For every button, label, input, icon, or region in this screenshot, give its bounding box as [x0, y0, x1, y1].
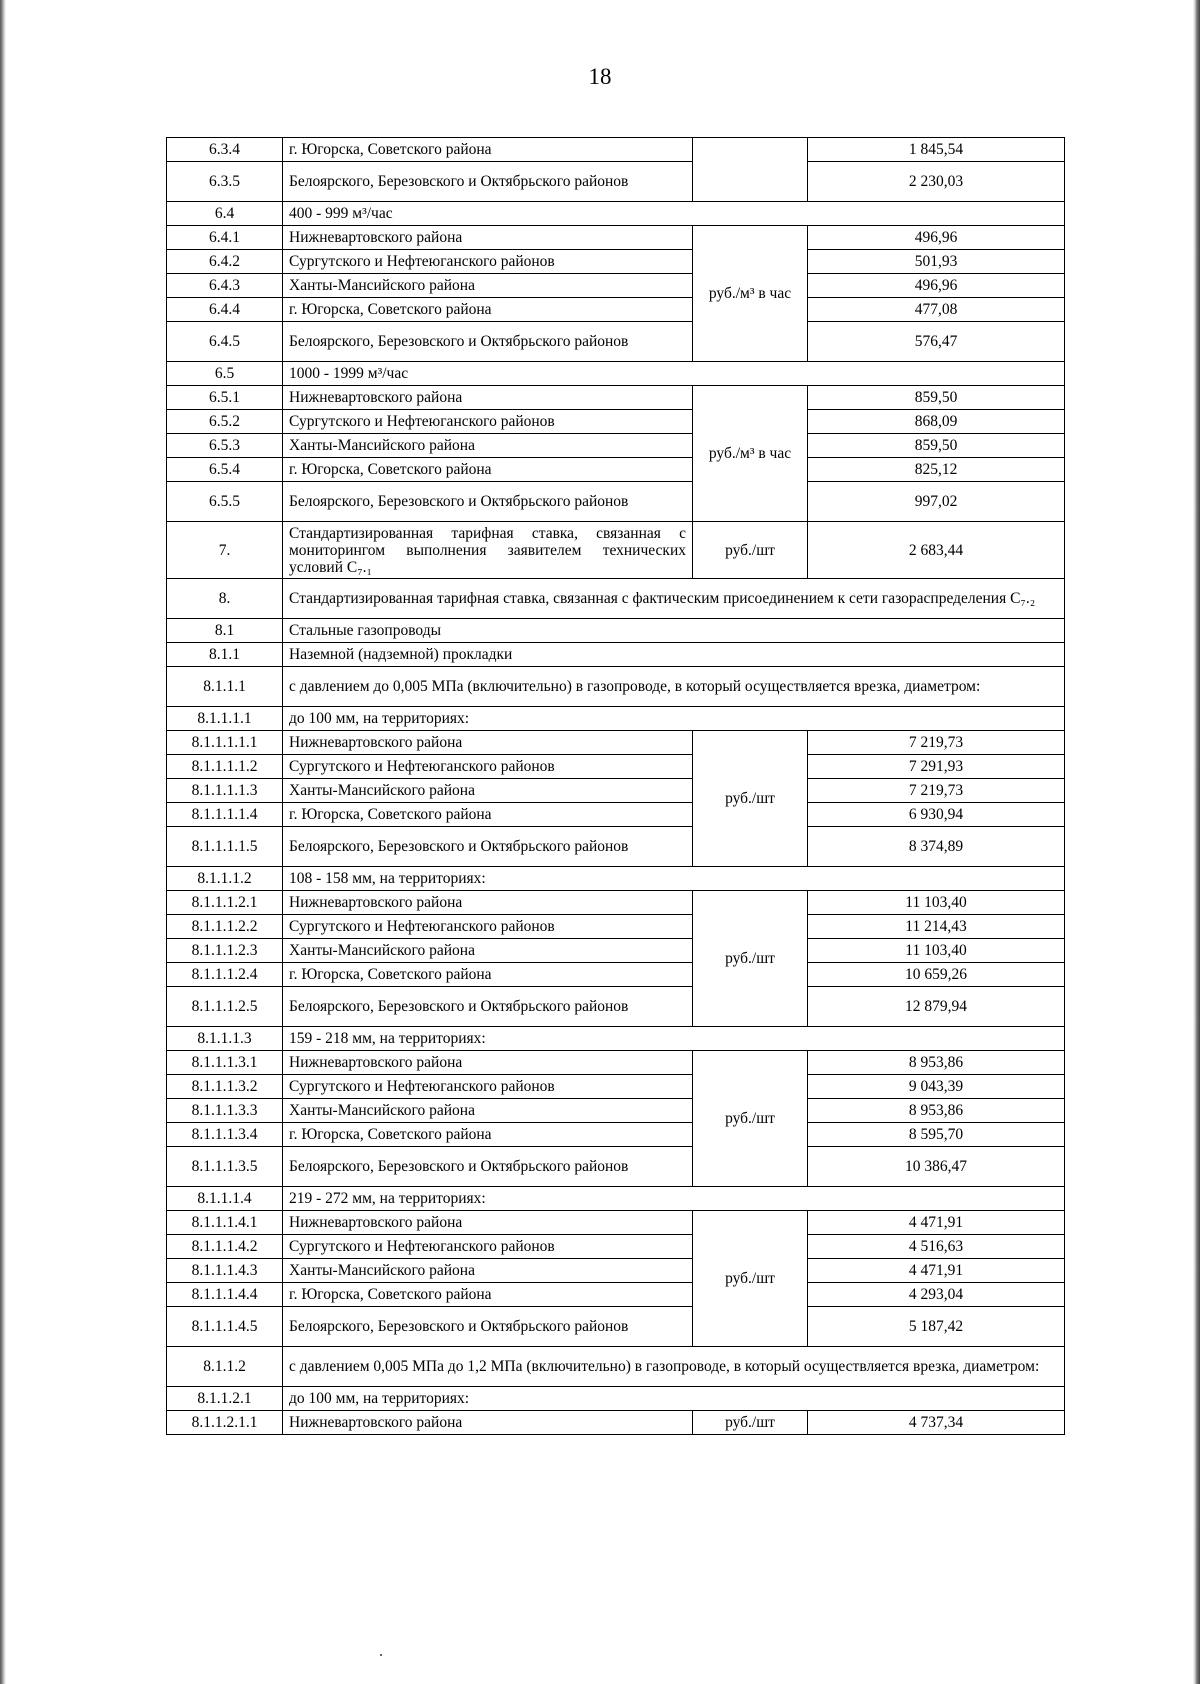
row-value: 10 386,47	[808, 1147, 1065, 1187]
scan-edge-left	[0, 0, 6, 1684]
table-row	[167, 867, 1065, 891]
row-code: 6.4.1	[167, 226, 283, 250]
row-name: г. Югорска, Советского района	[283, 298, 693, 322]
row-value: 7 291,93	[808, 755, 1065, 779]
row-code: 8.1.1.2	[167, 1347, 283, 1387]
table-row	[167, 803, 1065, 827]
row-code: 6.4.5	[167, 322, 283, 362]
row-name: 108 - 158 мм, на территориях:	[283, 867, 1065, 891]
row-name: Нижневартовского района	[283, 1051, 693, 1075]
row-value: 4 471,91	[808, 1211, 1065, 1235]
row-value: 868,09	[808, 410, 1065, 434]
row-name: Нижневартовского района	[283, 891, 693, 915]
unit-cell: руб./м³ в час	[693, 386, 808, 522]
row-code: 8.1.1.1.2	[167, 867, 283, 891]
row-code: 8.1.1.1.3.5	[167, 1147, 283, 1187]
table-row	[167, 1235, 1065, 1259]
row-code: 8.1.1	[167, 643, 283, 667]
row-value: 859,50	[808, 434, 1065, 458]
row-code: 8.1	[167, 619, 283, 643]
row-code: 8.1.1.1.3.3	[167, 1099, 283, 1123]
row-name: Белоярского, Березовского и Октябрьского районов	[283, 987, 693, 1027]
row-code: 8.1.1.1.3.4	[167, 1123, 283, 1147]
row-code: 6.5.4	[167, 458, 283, 482]
table-row	[167, 1411, 1065, 1435]
row-name: до 100 мм, на территориях:	[283, 1387, 1065, 1411]
row-name: Стандартизированная тарифная ставка, связанная с фактическим присоединением к сети газораспределения С₇.₂	[283, 579, 1065, 619]
table-row	[167, 434, 1065, 458]
table-row	[167, 667, 1065, 707]
unit-cell: руб./шт	[693, 522, 808, 579]
table-row	[167, 707, 1065, 731]
row-name: Сургутского и Нефтеюганского районов	[283, 1075, 693, 1099]
table-row	[167, 731, 1065, 755]
row-code: 8.1.1.1.3.1	[167, 1051, 283, 1075]
row-value: 8 953,86	[808, 1099, 1065, 1123]
row-code: 6.5.1	[167, 386, 283, 410]
row-name: Сургутского и Нефтеюганского районов	[283, 755, 693, 779]
row-value: 11 103,40	[808, 939, 1065, 963]
row-name: Стандартизированная тарифная ставка, связанная с мониторингом выполнения заявителем технических условий С₇.₁	[283, 522, 693, 579]
table-row	[167, 482, 1065, 522]
row-name: 1000 - 1999 м³/час	[283, 362, 1065, 386]
table-row	[167, 138, 1065, 162]
row-code: 8.1.1.1.1.3	[167, 779, 283, 803]
unit-cell: руб./шт	[693, 1411, 808, 1435]
row-code: 8.1.1.1.4.5	[167, 1307, 283, 1347]
row-name: Белоярского, Березовского и Октябрьского районов	[283, 322, 693, 362]
row-value: 10 659,26	[808, 963, 1065, 987]
row-value: 501,93	[808, 250, 1065, 274]
row-name: Сургутского и Нефтеюганского районов	[283, 250, 693, 274]
row-name: Нижневартовского района	[283, 1411, 693, 1435]
row-name: г. Югорска, Советского района	[283, 1283, 693, 1307]
table-row	[167, 1387, 1065, 1411]
row-code: 8.1.1.1.1.1	[167, 731, 283, 755]
table-row	[167, 1123, 1065, 1147]
row-code: 6.4	[167, 202, 283, 226]
row-name: Ханты-Мансийского района	[283, 274, 693, 298]
scan-edge-right	[1193, 0, 1200, 1684]
table-row	[167, 1099, 1065, 1123]
row-value: 4 293,04	[808, 1283, 1065, 1307]
table-row	[167, 322, 1065, 362]
row-code: 8.1.1.1.1.4	[167, 803, 283, 827]
row-name: Ханты-Мансийского района	[283, 434, 693, 458]
table-row	[167, 939, 1065, 963]
row-value: 496,96	[808, 226, 1065, 250]
row-name: Стальные газопроводы	[283, 619, 1065, 643]
row-name: Нижневартовского района	[283, 1211, 693, 1235]
row-name: Сургутского и Нефтеюганского районов	[283, 410, 693, 434]
row-name: Белоярского, Березовского и Октябрьского районов	[283, 162, 693, 202]
scan-speck	[380, 1654, 382, 1656]
row-code: 7.	[167, 522, 283, 579]
row-name: Ханты-Мансийского района	[283, 1099, 693, 1123]
row-code: 8.1.1.1.2.5	[167, 987, 283, 1027]
table-row	[167, 1347, 1065, 1387]
row-value: 4 737,34	[808, 1411, 1065, 1435]
row-name: с давлением 0,005 МПа до 1,2 МПа (включительно) в газопроводе, в который осуществляется врезка, диаметром:	[283, 1347, 1065, 1387]
table-row	[167, 915, 1065, 939]
tariff-table	[166, 137, 1065, 1435]
row-value: 4 471,91	[808, 1259, 1065, 1283]
table-row	[167, 298, 1065, 322]
row-name: Нижневартовского района	[283, 226, 693, 250]
row-name: 400 - 999 м³/час	[283, 202, 1065, 226]
table-row	[167, 891, 1065, 915]
row-code: 6.5.2	[167, 410, 283, 434]
row-value: 7 219,73	[808, 731, 1065, 755]
row-name: г. Югорска, Советского района	[283, 963, 693, 987]
row-name: Белоярского, Березовского и Октябрьского районов	[283, 827, 693, 867]
row-value: 9 043,39	[808, 1075, 1065, 1099]
tariff-table-body	[167, 138, 1065, 1435]
row-name: 159 - 218 мм, на территориях:	[283, 1027, 1065, 1051]
row-name: Нижневартовского района	[283, 386, 693, 410]
row-name: Белоярского, Березовского и Октябрьского районов	[283, 482, 693, 522]
row-name: Сургутского и Нефтеюганского районов	[283, 915, 693, 939]
page-number: 18	[588, 64, 612, 89]
row-value: 496,96	[808, 274, 1065, 298]
table-row	[167, 410, 1065, 434]
unit-cell: руб./шт	[693, 1211, 808, 1347]
table-row	[167, 386, 1065, 410]
row-code: 6.4.3	[167, 274, 283, 298]
table-row	[167, 1187, 1065, 1211]
row-value: 11 214,43	[808, 915, 1065, 939]
row-value: 4 516,63	[808, 1235, 1065, 1259]
table-row	[167, 522, 1065, 579]
table-row	[167, 1027, 1065, 1051]
table-row	[167, 1211, 1065, 1235]
row-name: Наземной (надземной) прокладки	[283, 643, 1065, 667]
row-code: 6.3.5	[167, 162, 283, 202]
table-row	[167, 162, 1065, 202]
row-value: 859,50	[808, 386, 1065, 410]
row-value: 8 953,86	[808, 1051, 1065, 1075]
row-value: 825,12	[808, 458, 1065, 482]
row-value: 576,47	[808, 322, 1065, 362]
row-code: 8.1.1.1.4.3	[167, 1259, 283, 1283]
row-value: 5 187,42	[808, 1307, 1065, 1347]
row-code: 8.1.1.1.2.3	[167, 939, 283, 963]
row-code: 6.4.2	[167, 250, 283, 274]
row-name: Ханты-Мансийского района	[283, 1259, 693, 1283]
row-name: 219 - 272 мм, на территориях:	[283, 1187, 1065, 1211]
table-row	[167, 1259, 1065, 1283]
row-code: 8.1.1.2.1.1	[167, 1411, 283, 1435]
row-code: 8.1.1.1	[167, 667, 283, 707]
table-row	[167, 458, 1065, 482]
table-row	[167, 1051, 1065, 1075]
table-row	[167, 202, 1065, 226]
row-code: 8.1.1.1.2.2	[167, 915, 283, 939]
table-row	[167, 1283, 1065, 1307]
row-code: 6.5.5	[167, 482, 283, 522]
unit-cell: руб./шт	[693, 891, 808, 1027]
row-name: г. Югорска, Советского района	[283, 138, 693, 162]
row-name: до 100 мм, на территориях:	[283, 707, 1065, 731]
row-value: 7 219,73	[808, 779, 1065, 803]
unit-cell-empty	[693, 138, 808, 202]
row-value: 477,08	[808, 298, 1065, 322]
row-value: 12 879,94	[808, 987, 1065, 1027]
row-value: 2 230,03	[808, 162, 1065, 202]
row-code: 8.1.1.1.2.1	[167, 891, 283, 915]
row-value: 11 103,40	[808, 891, 1065, 915]
row-name: г. Югорска, Советского района	[283, 458, 693, 482]
row-name: Белоярского, Березовского и Октябрьского районов	[283, 1147, 693, 1187]
unit-cell: руб./шт	[693, 731, 808, 867]
table-row	[167, 779, 1065, 803]
table-row	[167, 987, 1065, 1027]
row-code: 8.	[167, 579, 283, 619]
row-code: 6.3.4	[167, 138, 283, 162]
table-row	[167, 250, 1065, 274]
row-code: 8.1.1.1.1	[167, 707, 283, 731]
table-row	[167, 1147, 1065, 1187]
table-row	[167, 619, 1065, 643]
row-value: 997,02	[808, 482, 1065, 522]
table-row	[167, 362, 1065, 386]
table-row	[167, 963, 1065, 987]
row-name: Сургутского и Нефтеюганского районов	[283, 1235, 693, 1259]
unit-cell: руб./м³ в час	[693, 226, 808, 362]
row-code: 8.1.1.1.4	[167, 1187, 283, 1211]
row-value: 6 930,94	[808, 803, 1065, 827]
row-name: Ханты-Мансийского района	[283, 939, 693, 963]
row-code: 8.1.1.1.4.4	[167, 1283, 283, 1307]
row-value: 2 683,44	[808, 522, 1065, 579]
row-code: 8.1.1.1.4.2	[167, 1235, 283, 1259]
row-code: 8.1.1.1.3	[167, 1027, 283, 1051]
row-code: 6.4.4	[167, 298, 283, 322]
row-value: 8 374,89	[808, 827, 1065, 867]
row-value: 1 845,54	[808, 138, 1065, 162]
table-row	[167, 827, 1065, 867]
row-name: г. Югорска, Советского района	[283, 1123, 693, 1147]
table-row	[167, 226, 1065, 250]
row-name: с давлением до 0,005 МПа (включительно) в газопроводе, в который осуществляется врезка, диаметром:	[283, 667, 1065, 707]
table-row	[167, 1075, 1065, 1099]
row-name: Ханты-Мансийского района	[283, 779, 693, 803]
unit-cell: руб./шт	[693, 1051, 808, 1187]
row-code: 6.5	[167, 362, 283, 386]
row-value: 8 595,70	[808, 1123, 1065, 1147]
row-name: г. Югорска, Советского района	[283, 803, 693, 827]
row-name: Белоярского, Березовского и Октябрьского районов	[283, 1307, 693, 1347]
row-code: 8.1.1.1.1.2	[167, 755, 283, 779]
row-code: 6.5.3	[167, 434, 283, 458]
row-code: 8.1.1.1.4.1	[167, 1211, 283, 1235]
row-code: 8.1.1.1.2.4	[167, 963, 283, 987]
table-row	[167, 1307, 1065, 1347]
row-code: 8.1.1.1.3.2	[167, 1075, 283, 1099]
table-row	[167, 643, 1065, 667]
row-name: Нижневартовского района	[283, 731, 693, 755]
table-row	[167, 274, 1065, 298]
row-code: 8.1.1.1.1.5	[167, 827, 283, 867]
row-code: 8.1.1.2.1	[167, 1387, 283, 1411]
table-row	[167, 579, 1065, 619]
table-row	[167, 755, 1065, 779]
